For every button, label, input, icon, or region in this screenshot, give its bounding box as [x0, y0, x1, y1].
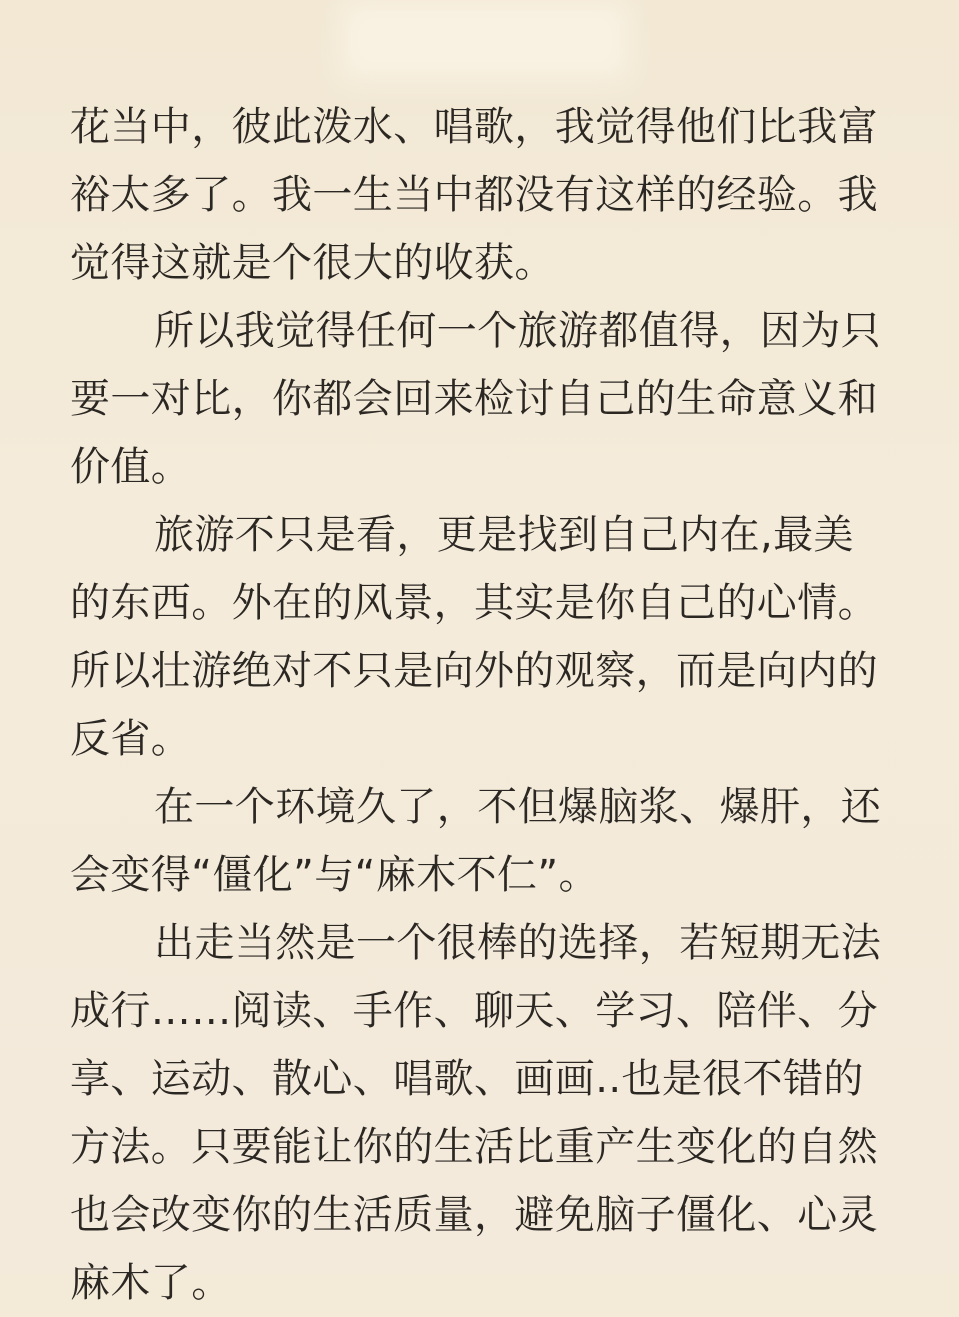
text-line: 觉得这就是个很大的收获。	[70, 240, 555, 286]
text-line: 价值。	[70, 444, 192, 490]
text-line: 裕太多了。我一生当中都没有这样的经验。我	[70, 172, 878, 218]
text-line: 会变得“僵化”与“麻木不仁”。	[70, 852, 599, 898]
text-line: 要一对比，你都会回来检讨自己的生命意义和	[70, 376, 878, 422]
paragraph	[70, 909, 900, 1317]
text-line: 也会改变你的生活质量，避免脑子僵化、心灵	[70, 1192, 878, 1238]
text-line: 反省。	[70, 716, 192, 762]
text-line: 旅游不只是看，更是找到自己内在,最美	[154, 512, 854, 558]
text-line: 麻木了。	[70, 1260, 232, 1306]
paragraph	[70, 93, 900, 297]
paragraph	[70, 297, 900, 501]
paragraph	[70, 501, 900, 773]
text-line: 所以我觉得任何一个旅游都值得，因为只	[154, 308, 882, 354]
text-line: 在一个环境久了，不但爆脑浆、爆肝，还	[154, 784, 882, 830]
article-body	[70, 93, 900, 1317]
paper-highlight	[340, 0, 630, 80]
text-line: 成行……阅读、手作、聊天、学习、陪伴、分	[70, 988, 878, 1034]
text-line: 的东西。外在的风景，其实是你自己的心情。	[70, 580, 878, 626]
text-line: 出走当然是一个很棒的选择，若短期无法	[154, 920, 882, 966]
text-line: 享、运动、散心、唱歌、画画..也是很不错的	[70, 1056, 864, 1102]
text-line: 方法。只要能让你的生活比重产生变化的自然	[70, 1124, 878, 1170]
text-line: 所以壮游绝对不只是向外的观察，而是向内的	[70, 648, 878, 694]
text-line: 花当中，彼此泼水、唱歌，我觉得他们比我富	[70, 104, 878, 150]
paragraph	[70, 773, 900, 909]
